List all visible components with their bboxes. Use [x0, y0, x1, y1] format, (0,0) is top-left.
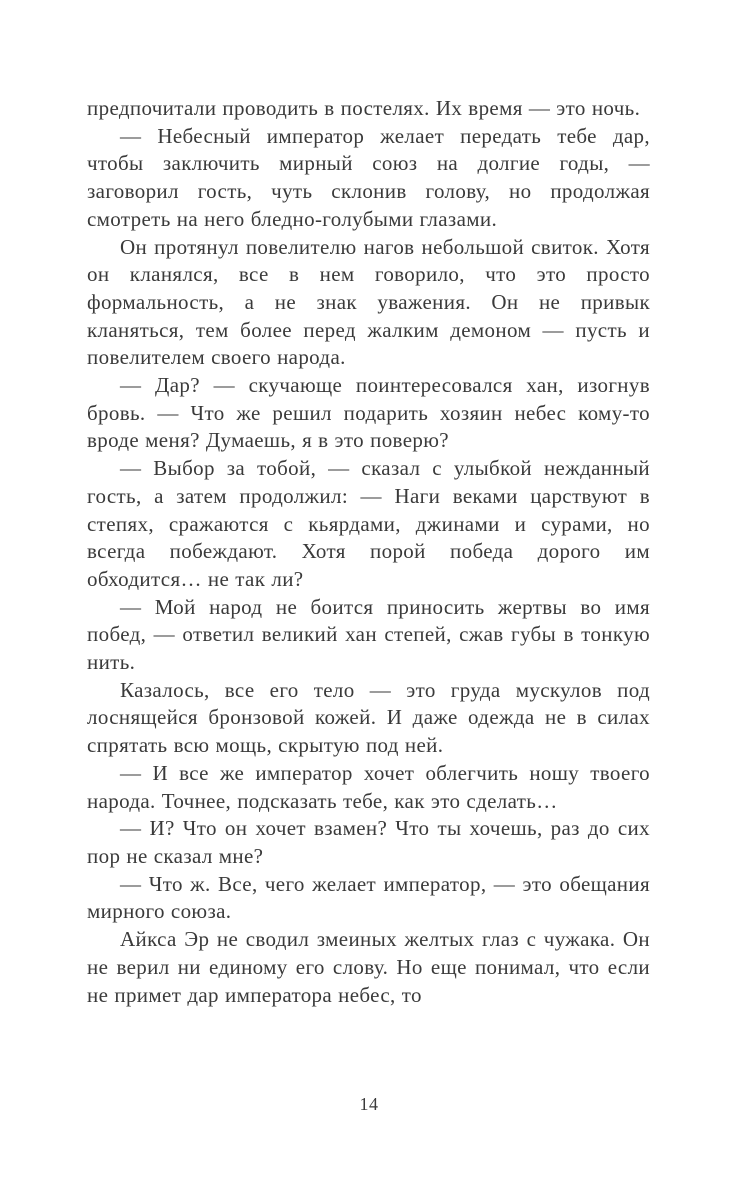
paragraph: Айкса Эр не сводил змеиных желтых глаз с чужака. Он не верил ни единому его слову. Но еще понимал, что если не примет дар императора небес, то: [87, 927, 650, 1007]
paragraph: — И все же император хочет облегчить ношу твоего народа. Точнее, подсказать тебе, как это сделать…: [87, 760, 650, 813]
page-text: [87, 95, 650, 1009]
paragraph: — Небесный император желает передать тебе дар, чтобы заключить мирный союз на долгие годы, — заговорил гость, чуть склонив голову, но продолжая смотреть на него бледно-голубыми глазами.: [87, 123, 650, 231]
paragraph: — Что ж. Все, чего желает император, — это обещания мирного союза.: [87, 871, 650, 924]
paragraph: предпочитали проводить в постелях. Их время — это ночь.: [87, 96, 641, 120]
page-number: 14: [359, 1094, 379, 1114]
paragraph: Он протянул повелителю нагов небольшой свиток. Хотя он кланялся, все в нем говорило, что это просто формальность, а не знак уважения. Он не привык кланяться, тем более перед жалким демоном — пусть и повелителем своего народа.: [87, 234, 650, 370]
paragraph: — Мой народ не боится приносить жертвы во имя побед, — ответил великий хан степей, сжав губы в тонкую нить.: [87, 594, 650, 675]
paragraph: — Дар? — скучающе поинтересовался хан, изогнув бровь. — Что же решил подарить хозяин небес кому-то вроде меня? Думаешь, я в это поверю?: [87, 373, 650, 453]
paragraph: Казалось, все его тело — это груда мускулов под лоснящейся бронзовой кожей. И даже одежда не в силах спрятать всю мощь, скрытую под ней.: [87, 677, 650, 758]
paragraph: — Выбор за тобой, — сказал с улыбкой нежданный гость, а затем продолжил: — Наги веками царствуют в степях, сражаются с кьярдами, джинами и сурами, но всегда побеждают. Хотя порой победа дорого им обходится… не так ли?: [87, 456, 650, 591]
paragraph: — И? Что он хочет взамен? Что ты хочешь, раз до сих пор не сказал мне?: [87, 816, 650, 868]
